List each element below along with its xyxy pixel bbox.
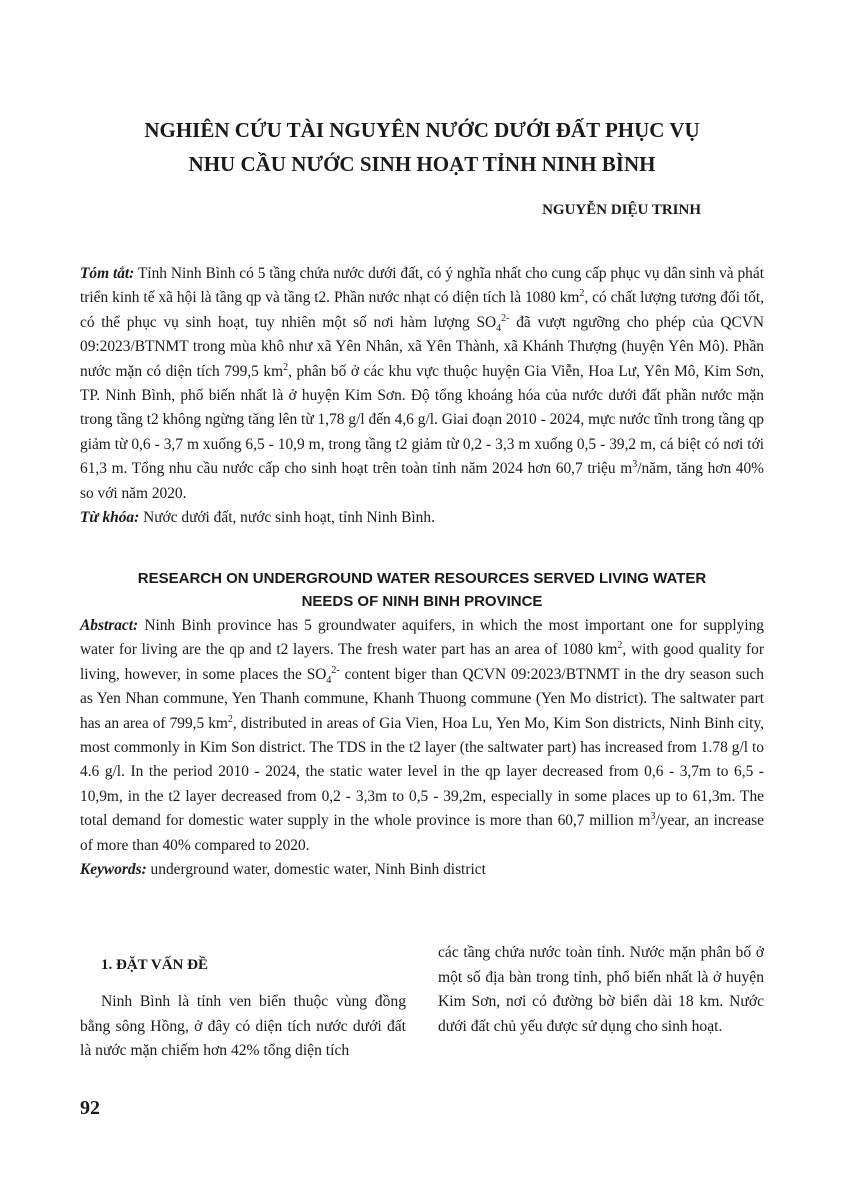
en-keywords-text: underground water, domestic water, Ninh Binh district: [146, 861, 486, 879]
vi-abstract-text-5: /năm, tăng hơn 40% so với năm 2020.: [80, 460, 765, 502]
en-sup-4: 3: [650, 811, 656, 823]
vi-sub-1: 4: [496, 322, 502, 334]
vi-keywords-label: Từ khóa:: [80, 509, 140, 527]
english-title-line-1: RESEARCH ON UNDERGROUND WATER RESOURCES SERVED LIVING WATER: [137, 570, 707, 587]
section-left-column: Ninh Bình là tỉnh ven biển thuộc vùng đồng bằng sông Hồng, ở đây có diện tích nước dưới đất là nước mặn chiếm hơn 42% tổng diện tích: [80, 993, 406, 1060]
en-abstract-text-4: , distributed in areas of Gia Vien, Hoa Lu, Yen Mo, Kim Son districts, Ninh Binh city, most commonly in Kim Son district. The TDS in the t2 layer (the saltwater part) has increased from 1.78 g/l to 4.6 g/l. In the period 2010 - 2024, the static water level in the qp layer decreased from 0,6 - 3,7m to 6,5 - 10,9m, in the t2 layer decreased from 0,2 - 3,3m to 0,5 - 39,2m, especially in some places up to 61,3m. The total demand for domestic water supply in the whole province is more than 60,7 million m: [80, 714, 764, 830]
vi-abstract-label: Tóm tắt:: [80, 265, 135, 282]
en-sup-2: 2-: [331, 664, 340, 676]
vi-sup-3: 2: [283, 361, 289, 373]
author-name: NGUYỄN DIỆU TRINH: [542, 202, 701, 218]
en-abstract-text-1: Ninh Binh province has 5 groundwater aquifers, in which the most important one for supplying water for living are the qp and t2 layers. The fresh water part has an area of 1080 km: [80, 617, 764, 659]
vi-keywords-text: Nước dưới đất, nước sinh hoạt, tỉnh Ninh Bình.: [139, 509, 435, 527]
en-sub-1: 4: [326, 674, 332, 686]
en-abstract-text-3: content biger than QCVN 09:2023/BTNMT in the dry season such as Yen Nhan commune, Yen Thanh commune, Khanh Thuong commune (Yen Mo district). The saltwater part has an area of 799,5 km: [80, 665, 764, 732]
en-abstract: [80, 614, 764, 882]
en-abstract-text-5: /year, an increase of more than 40% compared to 2020.: [80, 812, 765, 854]
en-keywords-label: Keywords:: [80, 861, 147, 879]
section-right-column: các tầng chứa nước toàn tỉnh. Nước mặn phân bố ở một số địa bàn trong tỉnh, phổ biến nhất là ở huyện Kim Sơn, nơi có đường bờ biển dài 18 km. Nước dưới đất chủ yếu được sử dụng cho sinh hoạt.: [438, 944, 764, 1035]
paper-title: [80, 113, 764, 181]
vi-abstract-text-4: , phân bố ở các khu vực thuộc huyện Gia Viễn, Hoa Lư, Yên Mô, Kim Sơn, TP. Ninh Bình, phổ biến nhất là ở huyện Kim Sơn. Độ tổng khoáng hóa của nước dưới đất phần nước mặn trong tầng t2 không ngừng tăng lên từ 1,78 g/l đến 4,6 g/l. Giai đoạn 2010 - 2024, mực nước tĩnh trong tầng qp giảm từ 0,6 - 3,7 m xuống 6,5 - 10,9 m, trong tầng t2 giảm từ 0,2 - 3,3 m xuống 0,5 - 39,2 m, cá biệt có nơi tới 61,3 m. Tổng nhu cầu nước cấp cho sinh hoạt trên toàn tỉnh năm 2024 hơn 60,7 triệu m: [80, 362, 764, 478]
english-title-line-2: NEEDS OF NINH BINH PROVINCE: [301, 593, 543, 610]
vi-abstract-text-1: Tỉnh Ninh Bình có 5 tầng chứa nước dưới đất, có ý nghĩa nhất cho cung cấp phục vụ dân sinh và phát triển kinh tế xã hội là tầng qp và tầng t2. Phần nước nhạt có diện tích là 1080 km: [80, 265, 764, 307]
page-number: 92: [80, 1097, 100, 1119]
en-sup-1: 2: [617, 640, 623, 652]
english-title: [80, 567, 764, 613]
section-heading: 1. ĐẶT VẤN ĐỀ: [101, 957, 208, 973]
vi-abstract-text-3: đã vượt ngưỡng cho phép của QCVN 09:2023/BTNMT trong mùa khô như xã Yên Nhân, xã Yên Thành, xã Khánh Thượng (huyện Yên Mô). Phần nước mặn có diện tích 799,5 km: [80, 313, 765, 380]
en-sup-3: 2: [227, 713, 233, 725]
title-line-2: NHU CẦU NƯỚC SINH HOẠT TỈNH NINH BÌNH: [188, 152, 656, 176]
vi-sup-2: 2-: [501, 312, 510, 324]
en-abstract-text-2: , with good quality for living, however, in some places the SO: [80, 641, 765, 683]
en-abstract-label: Abstract:: [80, 617, 139, 634]
vi-sup-1: 2: [579, 288, 585, 300]
vi-sup-4: 3: [632, 459, 638, 471]
vi-abstract: [80, 262, 764, 530]
title-line-1: NGHIÊN CỨU TÀI NGUYÊN NƯỚC DƯỚI ĐẤT PHỤC VỤ: [144, 118, 700, 142]
vi-abstract-text-2: , có chất lượng tương đối tốt, có thể phục vụ sinh hoạt, tuy nhiên một số nơi hàm lượng SO: [80, 289, 764, 331]
